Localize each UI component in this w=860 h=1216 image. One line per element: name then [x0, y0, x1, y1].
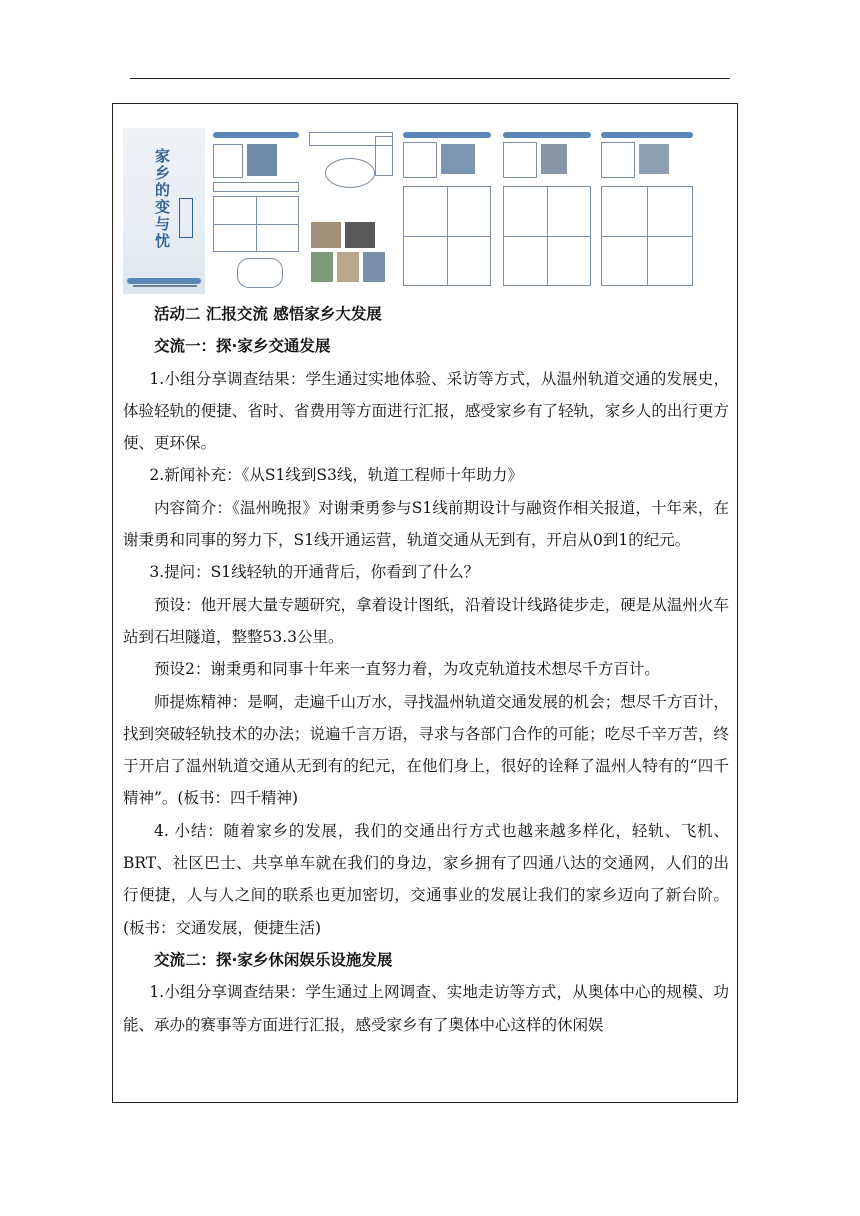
paragraph-summary: 4. 小结：随着家乡的发展，我们的交通出行方式也越来越多样化，轻轨、飞机、BRT、社区巴士、共享单车就在我们的身边，家乡拥有了四通八达的交通网，人们的出行便捷，人与人之间的联系也更加密切，交通事业的发展让我们的家乡迈向了新台阶。(板书：交通发展，便捷生活): [123, 821, 729, 937]
paragraph-question: 3.提问：S1线轻轨的开通背后，你看到了什么？: [149, 563, 480, 582]
worksheet-thumbnails: [123, 128, 729, 294]
cover-title: 家乡的变与忧: [153, 148, 171, 250]
header-rule: [130, 78, 730, 79]
paragraph-news-supplement: 2.新闻补充：《从S1线到S3线，轨道工程师十年助力》: [149, 466, 523, 485]
lesson-table-cell: [112, 103, 738, 1103]
thumbnail-worksheet-5: [597, 128, 697, 294]
paragraph-olympic-center: 1.小组分享调查结果：学生通过上网调查、实地走访等方式，从奥体中心的规模、功能、承办的赛事等方面进行汇报，感受家乡有了奥体中心这样的休闲娱: [123, 983, 729, 1034]
activity-heading: 活动二 汇报交流 感悟家乡大发展: [154, 305, 382, 323]
paragraph-survey-results: 1.小组分享调查结果：学生通过实地体验、采访等方式，从温州轨道交通的发展史，体验轻轨的便捷、省时、省费用等方面进行汇报，感受家乡有了轻轨，家乡人的出行更方便、更环保。: [123, 369, 729, 453]
paragraph-preset-1: 预设：他开展大量专题研究，拿着设计图纸，沿着设计线路徒步走，硬是从温州火车站到石坦隧道，整整53.3公里。: [123, 595, 729, 646]
thumbnail-worksheet-2: [305, 128, 397, 294]
exchange-two-heading: 交流二：探·家乡休闲娱乐设施发展: [154, 950, 393, 969]
thumbnail-worksheet-3: [399, 128, 495, 294]
thumbnail-worksheet-1: [209, 128, 303, 294]
thumbnail-worksheet-4: [499, 128, 595, 294]
lesson-content: [123, 298, 729, 1041]
paragraph-content-summary: 内容简介：《温州晚报》对谢秉勇参与S1线前期设计与融资作相关报道，十年来，在谢秉勇和同事的努力下，S1线开通运营，轨道交通从无到有，开启从0到1的纪元。: [123, 498, 729, 550]
paragraph-preset-2: 预设2：谢秉勇和同事十年来一直努力着，为攻克轨道技术想尽千方百计。: [154, 660, 660, 679]
thumbnail-cover: [123, 128, 205, 294]
exchange-one-heading: 交流一：探·家乡交通发展: [154, 337, 331, 356]
paragraph-teacher-spirit: 师提炼精神：是啊，走遍千山万水，寻找温州轨道交通发展的机会；想尽千方百计，找到突破轻轨技术的办法；说遍千言万语，寻求与各部门合作的可能；吃尽千辛万苦，终于开启了温州轨道交通从无到有的纪元，在他们身上，很好的诠释了温州人特有的“四千精神”。(板书：四千精神): [123, 692, 729, 808]
